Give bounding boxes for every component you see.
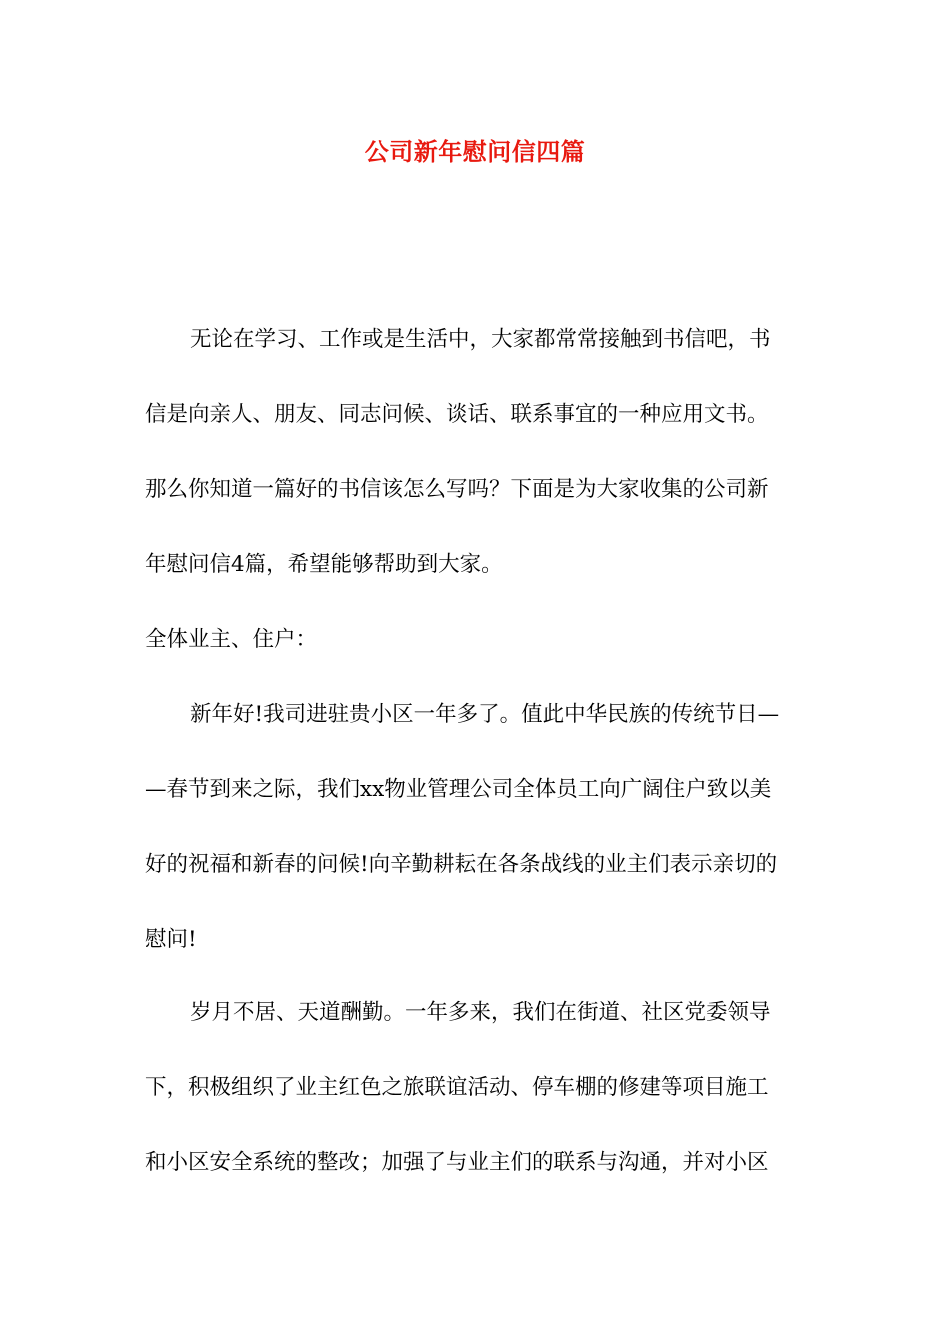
paragraph-line-7: 好的祝福和新春的问候!向辛勤耕耘在各条战线的业主们表示亲切的 bbox=[145, 852, 778, 877]
document-title: 公司新年慰问信四篇 bbox=[364, 137, 586, 166]
paragraph-line-10: 下，积极组织了业主红色之旅联谊活动、停车棚的修建等项目施工 bbox=[145, 1075, 769, 1100]
paragraph-line-3: 那么你知道一篇好的书信该怎么写吗？下面是为大家收集的公司新 bbox=[145, 477, 769, 502]
paragraph-line-9: 岁月不居、天道酬勤。一年多来，我们在街道、社区党委领导 bbox=[190, 1000, 771, 1025]
paragraph-line-4: 年慰问信4篇，希望能够帮助到大家。 bbox=[145, 552, 503, 577]
paragraph-line-5: 新年好!我司进驻贵小区一年多了。值此中华民族的传统节日— bbox=[190, 702, 780, 727]
paragraph-line-8: 慰问! bbox=[145, 927, 197, 952]
salutation-line: 全体业主、住户： bbox=[145, 627, 318, 652]
paragraph-line-6: —春节到来之际，我们xx物业管理公司全体员工向广阔住户致以美 bbox=[145, 777, 772, 802]
paragraph-line-2: 信是向亲人、朋友、同志问候、谈话、联系事宜的一种应用文书。 bbox=[145, 402, 769, 427]
paragraph-line-1: 无论在学习、工作或是生活中，大家都常常接触到书信吧，书 bbox=[190, 327, 771, 352]
paragraph-line-11: 和小区安全系统的整改；加强了与业主们的联系与沟通，并对小区 bbox=[145, 1150, 769, 1175]
